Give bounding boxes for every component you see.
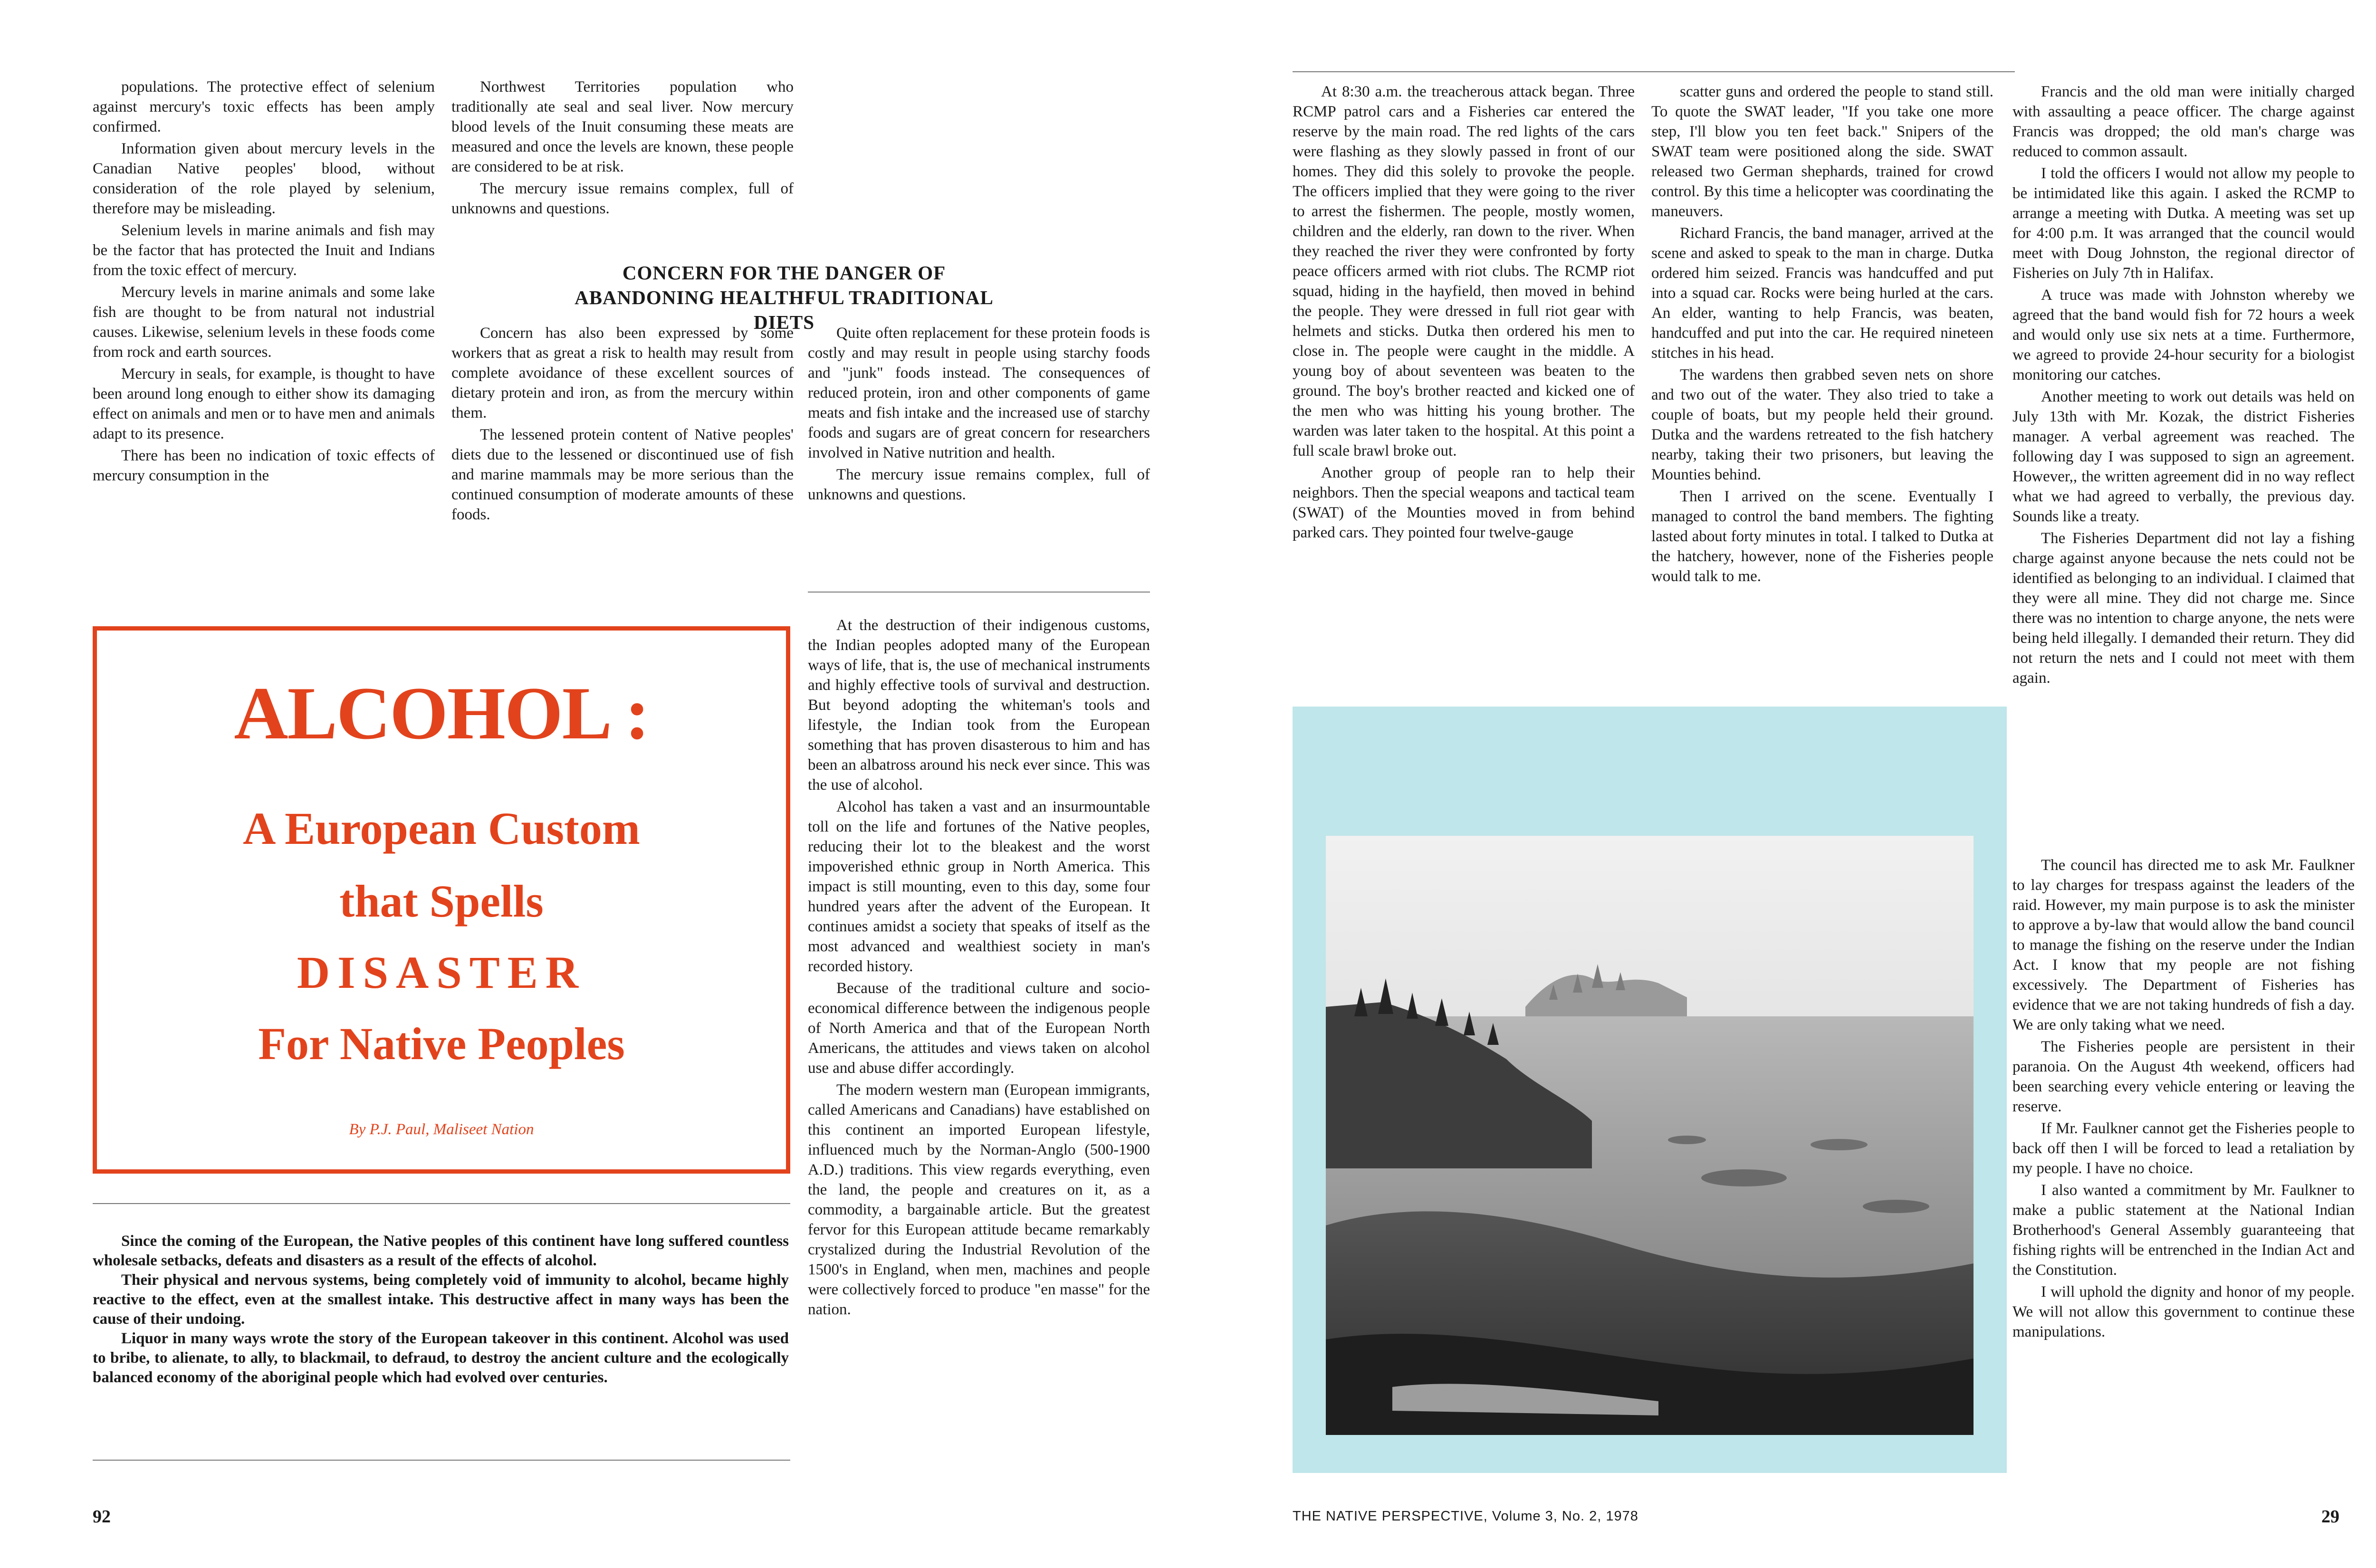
- left-column-2-top: [451, 77, 794, 239]
- paragraph: The Fisheries Department did not lay a fishing charge against anyone because the nets could not be identified as belonging to an individual. I claimed that they were all mine. They did not charge me. Since there was no intention to charge anyone, the nets were being held illegally. I demanded their return. They did not return the nets and I could not meet with them again.: [2012, 530, 2355, 687]
- coastal-landscape-photo: [1326, 836, 1974, 1435]
- article-byline: By P.J. Paul, Maliseet Nation: [349, 1121, 534, 1138]
- left-column-1: [93, 77, 435, 571]
- paragraph: The modern western man (European immigrants, called Americans and Canadians) have established on this continent an imported European lifestyle, influenced much by the Norman-Anglo (500-1900 A.D.) traditions. This view regards everything, even the land, the people and creatures on it, as a commodity, a bargainable article. But the greatest fervor for this European attitude became remarkably crystalized during the Industrial Revolution of the 1500's in England, when men, machines and people were collectively forced to produce "en masse" for the nation.: [808, 1081, 1150, 1318]
- right-column-3-top: [2012, 82, 2355, 851]
- title-line-native-peoples: For Native Peoples: [258, 1018, 625, 1069]
- paragraph: I also wanted a commitment by Mr. Faulkner to make a public statement at the National Indian Brotherhood's General Assembly guaranteeing that fishing rights will be entrenched in the Indian Act and the Constitution.: [2012, 1182, 2355, 1279]
- paragraph: Francis and the old man were initially charged with assaulting a peace officer. The charge against Francis was dropped; the old man's charge was reduced to common assault.: [2012, 83, 2355, 160]
- page-number-left: 92: [93, 1507, 111, 1527]
- paragraph: The wardens then grabbed seven nets on shore and two out of the water. They also tried to take a couple of boats, but my people held their ground. Dutka and the wardens retreated to the fish hatchery nearby, taking their two prisoners, but leaving the Mounties behind.: [1651, 366, 1993, 483]
- title-line-that-spells: that Spells: [339, 876, 544, 927]
- column-divider-rule: [808, 592, 1150, 593]
- paragraph: Mercury in seals, for example, is thought to have been around long enough to either show its damaging effect on animals and men or to have men and animals adapt to its presence.: [93, 365, 435, 442]
- article-title-box: [93, 626, 790, 1174]
- intro-bottom-rule: [93, 1460, 790, 1461]
- intro-top-rule: [93, 1203, 790, 1204]
- paragraph: Then I arrived on the scene. Eventually I managed to control the band members. The fighting lasted about forty minutes in total. I talked to Dutka at the hatchery, however, none of the Fisheries people would talk to me.: [1651, 488, 1993, 585]
- paragraph: Another meeting to work out details was held on July 13th with Mr. Kozak, the district Fisheries manager. A verbal agreement was reached. The following day I was supposed to sign an agreement. However,, the written agreement did in no way reflect what we had agreed to verbally, the previous day. Sounds like a treaty.: [2012, 388, 2355, 525]
- left-column-3-bottom: [808, 615, 1150, 1478]
- paragraph: Another group of people ran to help their neighbors. Then the special weapons and tactical team (SWAT) of the Mounties moved in from behind parked cars. They pointed four twelve-gauge: [1293, 464, 1635, 541]
- paragraph: Alcohol has taken a vast and an insurmountable toll on the life and fortunes of the Native peoples, reducing their lot to the bleakest and the worst impoverished ethnic group in North America. This impact is still mounting, even to this day, some four hundred years after the advent of the European. It continues amidst a society that speaks of itself as the most advanced and wealthiest society in man's recorded history.: [808, 798, 1150, 975]
- paragraph: Selenium levels in marine animals and fish may be the factor that has protected the Inuit and Indians from the toxic effect of mercury.: [93, 222, 435, 279]
- paragraph: Since the coming of the European, the Native peoples of this continent have long suffered countless wholesale setbacks, defeats and disasters as a result of the effects of alcohol.: [93, 1233, 789, 1269]
- paragraph: I told the officers I would not allow my people to be intimidated like this again. I asked the RCMP to arrange a meeting with Dutka. A meeting was set up for 4:00 p.m. It was arranged that the council would meet with Doug Johnston, the regional director of Fisheries on July 7th in Halifax.: [2012, 165, 2355, 282]
- paragraph: I will uphold the dignity and honor of my people. We will not allow this government to continue these manipulations.: [2012, 1283, 2355, 1340]
- paragraph: The mercury issue remains complex, full of unknowns and questions.: [808, 466, 1150, 503]
- paragraph: At 8:30 a.m. the treacherous attack began. Three RCMP patrol cars and a Fisheries car entered the reserve by the main road. The red lights of the cars were flashing as they slowly passed in front of our homes. They did this solely to provoke the people. The officers implied that they were going to the river to arrest the fishermen. The people, mostly women, children and the elderly, ran down to the river. When they reached the river they were confronted by forty peace officers armed with riot clubs. The RCMP riot squad, hiding in the hayfield, then moved in behind the people. They were dressed in full riot gear with helmets and sticks. Dutka then ordered his men to close in. The people were caught in the middle. A young boy of about seventeen was beaten to the ground. The boy's brother reacted and kicked one of the men who was hitting his young brother. The warden was later taken to the hospital. At this point a full scale brawl broke out.: [1293, 83, 1635, 459]
- paragraph: There has been no indication of toxic effects of mercury consumption in the: [93, 447, 435, 484]
- left-column-3-top: [808, 323, 1150, 570]
- paragraph: Richard Francis, the band manager, arrived at the scene and asked to speak to the man in charge. Dutka ordered him seized. Francis was handcuffed and put into a squad car. Rocks were being hurled at the cars. An elder, wanting to help Francis, was beaten, handcuffed and put into the car. He required nineteen stitches in his head.: [1651, 225, 1993, 362]
- title-alcohol: ALCOHOL :: [234, 672, 649, 755]
- right-column-2: [1651, 82, 1993, 699]
- publication-footer: THE NATIVE PERSPECTIVE, Volume 3, No. 2, 1978: [1293, 1509, 1638, 1524]
- paragraph: Liquor in many ways wrote the story of the European takeover in this continent. Alcohol was used to bribe, to alienate, to ally, to blackmail, to defraud, to destroy the ancient culture and the ecologically balanced economy of the aboriginal people which had evolved over centuries.: [93, 1330, 789, 1386]
- paragraph: scatter guns and ordered the people to stand still. To quote the SWAT leader, "If you take one more step, I'll blow you ten feet back." Snipers of the SWAT team were positioned along the side. SWAT released two German shephards, trained for crowd control. By this time a helicopter was coordinating the maneuvers.: [1651, 83, 1993, 220]
- paragraph: populations. The protective effect of selenium against mercury's toxic effects has been amply confirmed.: [93, 78, 435, 135]
- section-heading: CONCERN FOR THE DANGER OF ABANDONING HEALTHFUL TRADITIONAL DIETS: [575, 262, 994, 333]
- paragraph: The mercury issue remains complex, full of unknowns and questions.: [451, 180, 794, 217]
- title-line-disaster: DISASTER: [297, 947, 586, 998]
- left-column-2-bottom: [451, 323, 794, 570]
- paragraph: The lessened protein content of Native peoples' diets due to the lessened or discontinued use of fish and marine mammals may be more serious than the continued consumption of moderate amounts of these foods.: [451, 426, 794, 523]
- paragraph: Because of the traditional culture and socio-economical difference between the indigenous people of North America and that of the European North Americans, the attitudes and views taken on alcohol use and abuse differ accordingly.: [808, 980, 1150, 1077]
- paragraph: Northwest Territories population who traditionally ate seal and seal liver. Now mercury blood levels of the Inuit consuming these meats are measured and once the levels are known, these people are considered to be at risk.: [451, 78, 794, 175]
- paragraph: If Mr. Faulkner cannot get the Fisheries people to back off then I will be forced to lead a retaliation by my people. I have no choice.: [2012, 1120, 2355, 1177]
- paragraph: Information given about mercury levels in the Canadian Native peoples' blood, without consideration of the role played by selenium, therefore may be misleading.: [93, 140, 435, 217]
- page-number-right: 29: [2321, 1507, 2339, 1527]
- right-column-1: [1293, 82, 1635, 699]
- paragraph: A truce was made with Johnston whereby we agreed that the band would fish for 72 hours a week and would only use six nets at a time. Furthermore, we agreed to provide 24-hour security for a biologist monitoring our catches.: [2012, 287, 2355, 383]
- paragraph: At the destruction of their indigenous customs, the Indian peoples adopted many of the European ways of life, that is, the use of mechanical instruments and highly effective tools of survival and destruction. But beyond adopting the whiteman's tools and lifestyle, the Indian took from the European something that has proven disasterous to him and has been an albatross around his neck ever since. This was the use of alcohol.: [808, 617, 1150, 794]
- right-column-3-bottom: [2012, 855, 2355, 1478]
- title-line-european-custom: A European Custom: [243, 803, 640, 854]
- paragraph: Mercury levels in marine animals and some lake fish are thought to be from natural not industrial causes. Likewise, selenium levels in these foods come from rock and earth sources.: [93, 284, 435, 361]
- paragraph: Quite often replacement for these protein foods is costly and may result in people using starchy foods and "junk" foods instead. The consequences of reduced protein, iron and other components of game meats and fish intake and the increased use of starchy foods and sugars are of great concern for researchers involved in Native nutrition and health.: [808, 325, 1150, 461]
- top-rule: [1293, 71, 2015, 72]
- photo-frame: [1293, 707, 2007, 1473]
- paragraph: The Fisheries people are persistent in their paranoia. On the August 4th weekend, officers had been searching every vehicle entering or leaving the reserve.: [2012, 1038, 2355, 1115]
- paragraph: Their physical and nervous systems, being completely void of immunity to alcohol, became highly reactive to the effect, even at the smallest intake. This destructive affect in many ways has been the cause of their undoing.: [93, 1272, 789, 1328]
- paragraph: Concern has also been expressed by some workers that as great a risk to health may result from complete avoidance of these excellent sources of dietary protein and iron, as from the mercury within them.: [451, 325, 794, 421]
- article-intro: [93, 1232, 789, 1387]
- paragraph: The council has directed me to ask Mr. Faulkner to lay charges for trespass against the leaders of the raid. However, my main purpose is to ask the minister to approve a by-law that would allow the band council to manage the fishing on the reserve under the Indian Act. I know that my people are not fishing excessively. The Department of Fisheries has evidence that we are not taking hundreds of fish a day. We are only taking what we need.: [2012, 857, 2355, 1033]
